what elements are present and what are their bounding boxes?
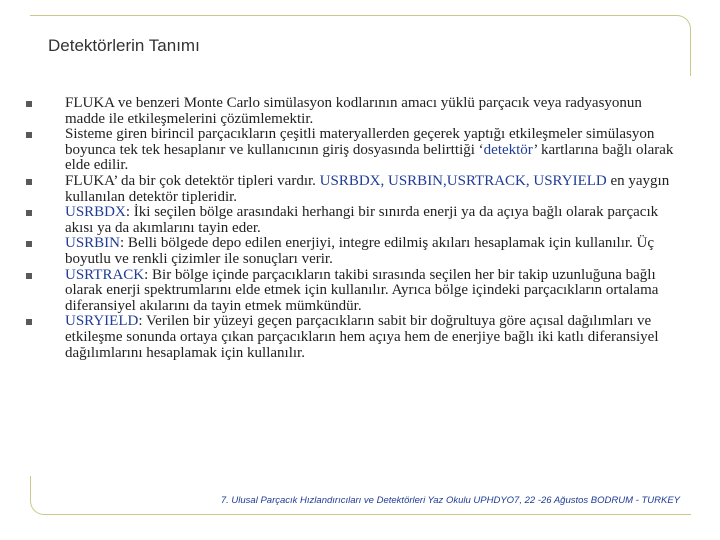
bullet-text: FLUKA’ da bir çok detektör tipleri vardır.: [65, 172, 320, 189]
bullet-text-after: ’ kartlarına bağlı olarak elde edilir.: [65, 141, 674, 174]
square-bullet-icon: [26, 132, 32, 138]
bullet-highlight: USRTRACK: [65, 266, 145, 283]
bullet-item: [56, 236, 676, 267]
bullet-list: [56, 96, 676, 361]
bullet-highlight: detektör: [483, 141, 534, 158]
square-bullet-icon: [26, 101, 32, 107]
square-bullet-icon: [26, 273, 32, 279]
bullet-text-after: : İki seçilen bölge arasındaki herhangi bir sınırda enerji ya da açıya bağlı olarak parçacık akısı ya da akımlarını tayin eder.: [65, 204, 659, 236]
bullet-item: [56, 96, 676, 127]
bullet-item: [56, 314, 676, 361]
square-bullet-icon: [26, 241, 32, 247]
bullet-text: FLUKA ve benzeri Monte Carlo simülasyon kodlarının amacı yüklü parçacık veya radyasyonun madde ile etkileşmelerini çözümlemektir.: [65, 95, 642, 127]
bullet-item: [56, 205, 676, 236]
bullet-item: [56, 174, 676, 205]
square-bullet-icon: [26, 319, 32, 325]
square-bullet-icon: [26, 179, 32, 185]
bullet-item: [56, 268, 676, 315]
bullet-text-after: : Bir bölge içinde parçacıkların takibi sırasında seçilen her bir takip uzunluğuna bağlı olarak enerji spektrumlarını elde etmek için kullanılır. Ayrıca bölge içindeki parçacıkların ortalama diferansiyel akılarını da tayin etmek mümkündür.: [65, 266, 659, 314]
bullet-text-after: : Verilen bir yüzeyi geçen parçacıkların sabit bir doğrultuya göre açısal dağılımları ve etkileşme sonunda ortaya çıkan parçacıkların hem açıya hem de enerjiye bağlı iki katlı diferansiyel dağılımlarını hesaplamak için kullanılır.: [65, 313, 659, 361]
square-bullet-icon: [26, 210, 32, 216]
bullet-text-after: : Belli bölgede depo edilen enerjiyi, integre edilmiş akıları hesaplamak için kullanılır. Üç boyutlu ve renkli çizimler ile sonuçları verir.: [65, 235, 655, 267]
bullet-highlight: USRYIELD: [65, 313, 139, 330]
bullet-highlight: USRBIN: [65, 235, 121, 252]
bullet-item: [56, 127, 676, 174]
bullet-text-after: en yaygın kullanılan detektör tipleridir.: [65, 172, 670, 205]
bullet-text: Sisteme giren birincil parçacıkların çeşitli materyallerden geçerek yaptığı etkileşmeler simülasyon boyunca tek tek hesaplanır ve kullanıcının giriş dosyasında belirttiği ‘: [65, 126, 655, 158]
slide-footer: 7. Ulusal Parçacık Hızlandırıcıları ve Detektörleri Yaz Okulu UPHDYO7, 22 -26 Ağustos BODRUM - TURKEY: [220, 495, 680, 506]
slide-title: Detektörlerin Tanımı: [48, 36, 200, 55]
bullet-highlight: USRBDX, USRBIN,USRTRACK, USRYIELD: [319, 172, 607, 189]
bullet-highlight: USRBDX: [65, 204, 126, 221]
